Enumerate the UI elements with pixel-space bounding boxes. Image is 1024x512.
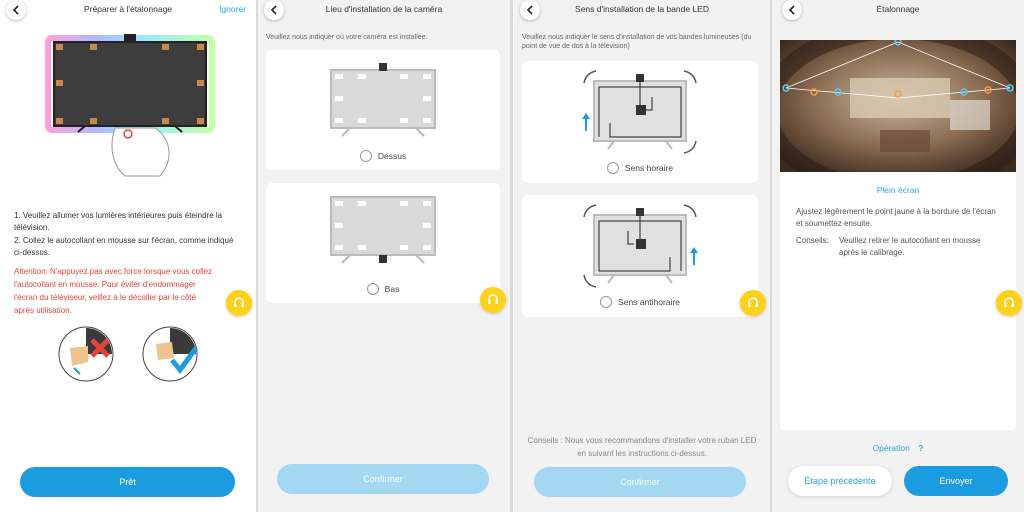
correct-method-icon [142, 326, 198, 382]
screen-prepare-calibration [0, 0, 256, 512]
tip-text: Conseils : Nous vous recommandons d'installer votre ruban LED en suivant les instructions ci-dessus. [527, 436, 757, 458]
support-button[interactable] [740, 290, 766, 316]
headset-icon [486, 293, 500, 307]
instruction-text: Veuillez nous indiquer où votre caméra est installée. [266, 34, 428, 41]
send-button[interactable]: Envoyer [904, 466, 1008, 496]
option-card-top[interactable] [266, 50, 500, 170]
fullscreen-link[interactable]: Plein écran [876, 185, 920, 195]
step-2-text: 2. Collez le autocollant en mousse sur l'écran, comme indiqué ci-dessus. [14, 236, 234, 257]
camera-preview[interactable] [780, 40, 1016, 172]
radio-clockwise[interactable] [522, 162, 758, 174]
wrong-method-icon [58, 326, 114, 382]
screen-led-direction [514, 0, 770, 512]
radio-label: Dessus [377, 151, 407, 161]
warning-text: Attention: N'appuyez pas avec force lorsque vous collez l'autocollant en mousse. Pour éviter d'endommager l'écran du téléviseur, veillez à le décoller par le côté après utilisation. [14, 267, 213, 315]
radio-bottom[interactable] [266, 283, 500, 295]
tip-label: Conseils: [796, 236, 829, 245]
header [258, 0, 510, 22]
tv-camera-bottom-icon [328, 193, 438, 273]
radio-label: Bas [384, 284, 400, 294]
option-card-counterclockwise[interactable] [522, 195, 758, 317]
led-clockwise-icon [570, 67, 710, 157]
radio-circle[interactable] [360, 150, 372, 162]
radio-label: Sens horaire [624, 163, 674, 173]
headset-icon [1002, 296, 1016, 310]
instruction-text: Ajustez légèrement le point jaune à la bordure de l'écran et soumettez ensuite. [796, 207, 996, 228]
radio-circle[interactable] [607, 162, 619, 174]
option-card-clockwise[interactable] [522, 61, 758, 183]
radio-top[interactable] [266, 150, 500, 162]
skip-link[interactable]: Ignorer [219, 4, 246, 14]
led-counterclockwise-icon [570, 201, 710, 291]
screen-calibration [772, 0, 1024, 512]
header [514, 0, 770, 22]
tv-sticker-illustration [40, 28, 220, 178]
support-button[interactable] [480, 287, 506, 313]
confirm-button[interactable]: Confirmer [277, 464, 489, 494]
operation-label: Opération [872, 443, 910, 453]
radio-label: Sens antihoraire [618, 297, 680, 307]
page-title: Sens d'installation de la bande LED [575, 4, 709, 14]
step-1-text: 1. Veuillez allumer vos lumières intérieures puis éteindre la télévision. [14, 211, 223, 232]
support-button[interactable] [996, 290, 1022, 316]
headset-icon [746, 296, 760, 310]
divider [510, 0, 513, 512]
radio-circle[interactable] [367, 283, 379, 295]
screen-camera-location [258, 0, 510, 512]
operation-help-link[interactable] [772, 443, 1024, 453]
tip-text: Veuillez retirer le autocollant en mousse après le calibrage. [839, 236, 981, 257]
previous-step-button[interactable]: Étape précédente [788, 466, 892, 496]
ready-button[interactable]: Prêt [20, 467, 235, 497]
header [772, 0, 1024, 22]
calibration-card [780, 40, 1016, 430]
radio-circle[interactable] [600, 296, 612, 308]
page-title: Lieu d'installation de la caméra [325, 4, 443, 14]
tv-camera-top-icon [328, 60, 438, 140]
radio-counterclockwise[interactable] [522, 296, 758, 308]
page-title: Préparer à l'étalonnage [83, 4, 173, 14]
option-card-bottom[interactable] [266, 183, 500, 303]
headset-icon [232, 296, 246, 310]
instruction-text: Veuillez nous indiquer le sens d'installation de vos bandes lumineuses (du point de vue de dos à la télévision) [522, 34, 752, 50]
support-button[interactable] [226, 290, 252, 316]
page-title: Étalonnage [876, 4, 920, 14]
question-icon: ? [918, 443, 924, 453]
header [0, 0, 256, 22]
confirm-button[interactable]: Confirmer [534, 467, 746, 497]
